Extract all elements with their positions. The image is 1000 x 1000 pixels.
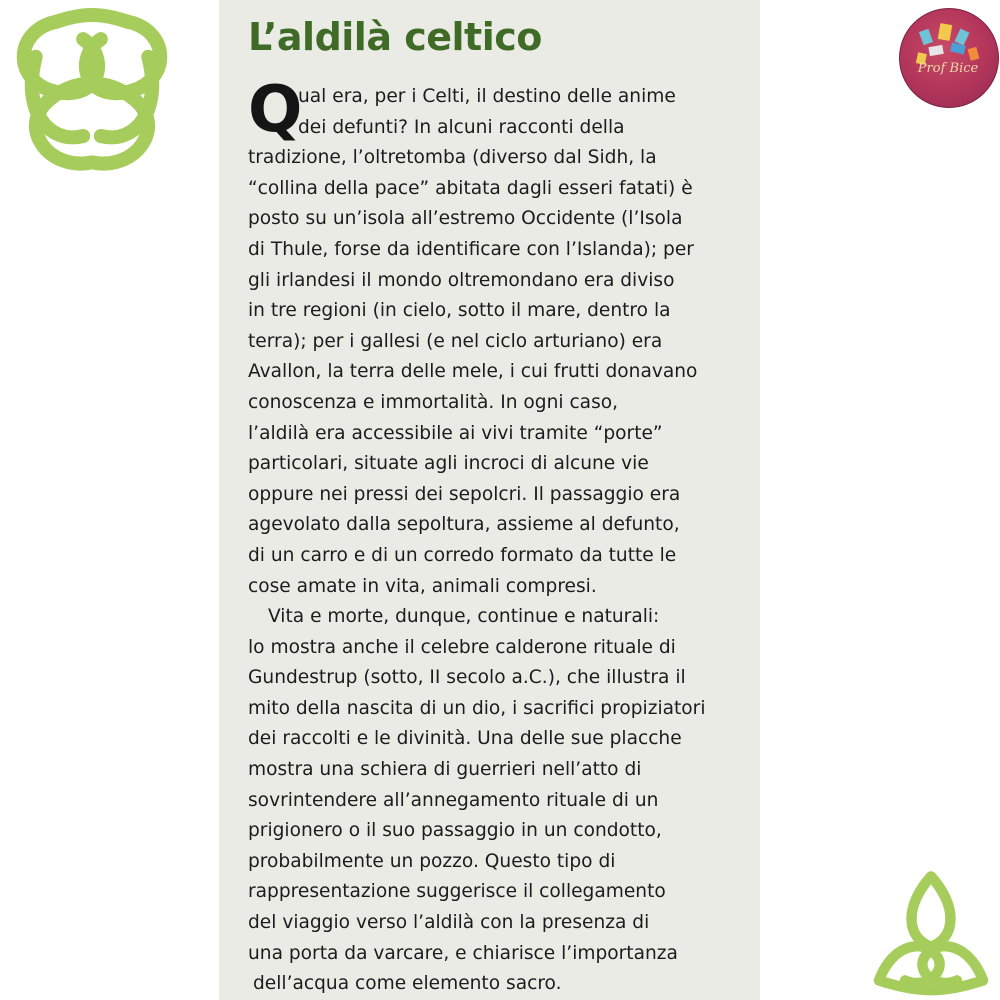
books-logo-icon (899, 8, 997, 106)
text-line: lo mostra anche il celebre calderone rituale di (248, 636, 676, 658)
page-title: L’aldilà celtico (248, 15, 542, 59)
text-line: agevolato dalla sepoltura, assieme al defunto, (248, 514, 680, 536)
text-line: cose amate in vita, animali compresi. (248, 575, 597, 597)
text-line: Avallon, la terra delle mele, i cui frutti donavano (248, 361, 698, 383)
text-line: dei raccolti e le divinità. Una delle sue placche (248, 728, 682, 750)
text-line: mito della nascita di un dio, i sacrifici propiziatori (248, 697, 706, 719)
text-line: terra); per i gallesi (e nel ciclo arturiano) era (248, 330, 663, 352)
prof-bice-logo (899, 8, 999, 108)
text-line: “collina della pace” abitata dagli esseri fatati) è (248, 177, 693, 199)
text-line: Vita e morte, dunque, continue e naturali: (268, 606, 660, 628)
text-line: mostra una schiera di guerrieri nell’atto di (248, 759, 642, 781)
text-line: sovrintendere all’annegamento rituale di un (248, 789, 659, 811)
text-line: gli irlandesi il mondo oltremondano era diviso (248, 269, 675, 291)
article-body (248, 82, 758, 1000)
celtic-knot-icon (866, 866, 996, 996)
text-line: conoscenza e immortalità. In ogni caso, (248, 391, 619, 413)
text-line: dell’acqua come elemento sacro. (253, 973, 562, 995)
logo-label: Prof Bice (917, 61, 979, 76)
text-line: oppure nei pressi dei sepolcri. Il passaggio era (248, 483, 681, 505)
text-line: dei defunti? In alcuni racconti della (298, 116, 625, 138)
text-line: tradizione, l’oltretomba (diverso dal Sidh, la (248, 147, 657, 169)
text-line: prigionero o il suo passaggio in un condotto, (248, 820, 662, 842)
text-line: di un carro e di un corredo formato da tutte le (248, 544, 677, 566)
text-line: una porta da varcare, e chiarisce l’importanza (248, 942, 678, 964)
text-line: ual era, per i Celti, il destino delle anime (298, 86, 676, 107)
text-line: posto su un’isola all’estremo Occidente (l’Isola (248, 208, 683, 230)
text-line: particolari, situate agli incroci di alcune vie (248, 453, 649, 475)
text-line: del viaggio verso l’aldilà con la presenza di (248, 912, 650, 934)
text-line: l’aldilà era accessibile ai vivi tramite “porte” (248, 422, 663, 444)
text-line: in tre regioni (in cielo, sotto il mare, dentro la (248, 300, 671, 322)
text-line: Gundestrup (sotto, II secolo a.C.), che illustra il (248, 667, 686, 689)
dropcap-letter: Q (248, 73, 303, 147)
text-line: probabilmente un pozzo. Questo tipo di (248, 850, 616, 872)
celtic-knot-icon (4, 4, 180, 180)
text-line: di Thule, forse da identificare con l’Islanda); per (248, 238, 694, 260)
text-line: rappresentazione suggerisce il collegamento (248, 881, 666, 903)
